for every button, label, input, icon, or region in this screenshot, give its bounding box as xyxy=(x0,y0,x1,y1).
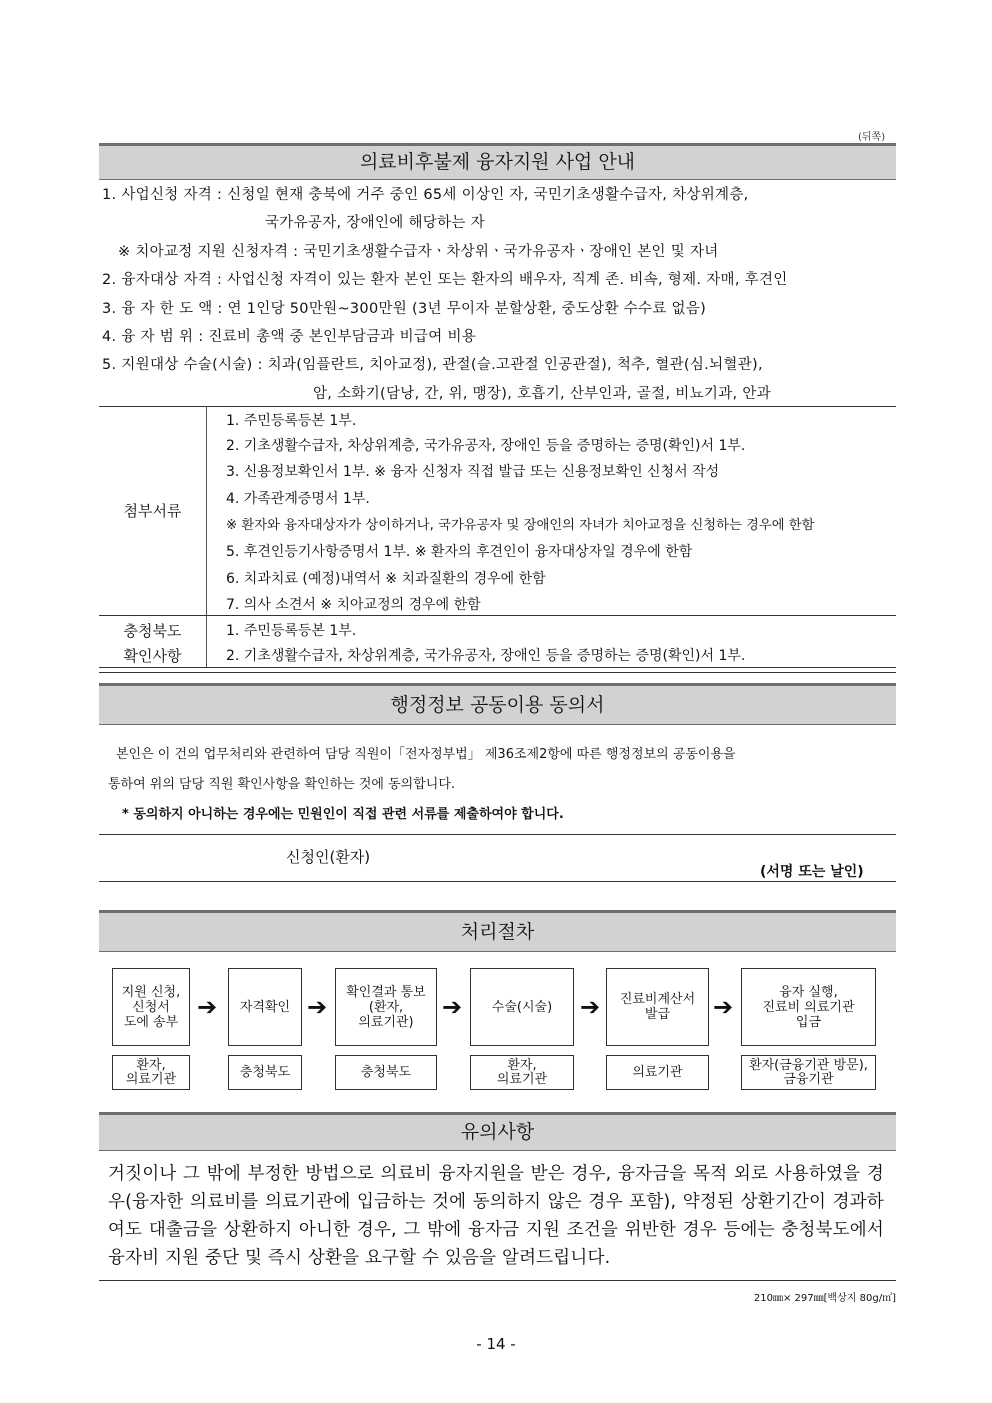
attachment-item: 5. 후견인등기사항증명서 1부. ※ 환자의 후견인이 융자대상자일 경우에 한함 xyxy=(226,544,693,560)
page-number: - 14 - xyxy=(476,1335,516,1353)
loan-scope-line: 4. 융 자 범 위 : 진료비 총액 중 본인부담금과 비급여 비용 xyxy=(102,329,477,345)
step-6-actor xyxy=(741,1055,876,1090)
table-column-divider xyxy=(206,406,207,668)
arrow-icon: ➔ xyxy=(307,993,328,1021)
orthodontic-note: ※ 치아교정 지원 신청자격 : 국민기초생활수급자ㆍ차상위ㆍ국가유공자ㆍ장애인 본인 및 자녀 xyxy=(118,244,719,260)
step-6-actor-text: 환자(금융기관 방문), xyxy=(749,1057,868,1073)
province-check-label-2: 확인사항 xyxy=(123,647,182,665)
attachment-item: 6. 치과치료 (예정)내역서 ※ 치과질환의 경우에 한함 xyxy=(226,571,546,587)
step-4-actor-text: 의료기관 xyxy=(496,1071,548,1087)
step-1-actor xyxy=(112,1055,190,1090)
applicant-label: 신청인(환자) xyxy=(286,848,371,866)
step-2-text: 자격확인 xyxy=(239,999,291,1015)
notes-text: 거짓이나 그 밖에 부정한 방법으로 의료비 융자지원을 받은 경우, 융자금을 목적 외로 사용하였을 경우(융자한 의료비를 의료기관에 입금하는 것에 동의하지 않은 경우 포함), 약정된 상환기간이 경과하여도 대출금을 상환하지 아니한 경우, 그 밖에 융자금 지원 조건을 위반한 경우 등에는 충청북도에서 융자비 지원 중단 및 즉시 상환을 요구할 수 있음을 알려드립니다. xyxy=(108,1164,884,1268)
step-4-actor xyxy=(470,1055,574,1090)
attachment-item: 1. 주민등록등본 1부. xyxy=(226,413,357,429)
surgery-line: 5. 지원대상 수술(시술) : 치과(임플란트, 치아교정), 관절(슬.고관절 인공관절), 척추, 혈관(심.뇌혈관), xyxy=(102,357,763,373)
step-3-text: (환자, xyxy=(368,999,404,1015)
consent-title: 행정정보 공동이용 동의서 xyxy=(99,683,896,725)
step-3-actor xyxy=(335,1055,437,1090)
attachment-item: 7. 의사 소견서 ※ 치아교정의 경우에 한함 xyxy=(226,597,481,613)
qualification-line: 1. 사업신청 자격 : 신청일 현재 충북에 거주 중인 65세 이상인 자, 국민기초생활수급자, 차상위계층, xyxy=(102,187,749,203)
step-5-text: 발급 xyxy=(644,1007,671,1022)
step-5-actor xyxy=(606,1055,709,1090)
step-5-box xyxy=(606,968,709,1046)
step-1-text: 지원 신청, xyxy=(121,984,181,1000)
step-3-box xyxy=(335,968,437,1046)
step-4-box xyxy=(470,968,574,1046)
qualification-line-cont: 국가유공자, 장애인에 해당하는 자 xyxy=(265,215,485,231)
notes-title: 유의사항 xyxy=(99,1112,896,1151)
signature-bottom-border xyxy=(99,881,896,882)
step-6-box xyxy=(741,968,876,1046)
step-1-actor-text: 의료기관 xyxy=(125,1071,177,1087)
attachment-note: ※ 환자와 융자대상자가 상이하거나, 국가유공자 및 장애인의 자녀가 치아교정을 신청하는 경우에 한함 xyxy=(226,518,815,533)
arrow-icon: ➔ xyxy=(713,993,734,1021)
footer-rule xyxy=(99,1280,896,1281)
table-row-divider xyxy=(99,615,896,616)
consent-note: * 동의하지 아니하는 경우에는 민원인이 직접 관련 서류를 제출하여야 합니다. xyxy=(122,807,564,822)
step-3-text: 의료기관) xyxy=(358,1014,414,1030)
step-1-actor-text: 환자, xyxy=(136,1057,166,1073)
attachments-label: 첨부서류 xyxy=(123,502,182,520)
step-6-actor-text: 금융기관 xyxy=(783,1071,834,1087)
procedure-title: 처리절차 xyxy=(99,910,896,952)
arrow-icon: ➔ xyxy=(197,993,218,1021)
step-1-text: 도에 송부 xyxy=(123,1014,179,1030)
step-6-text: 융자 실행, xyxy=(779,984,838,1000)
consent-text-line1: 본인은 이 건의 업무처리와 관련하여 담당 직원이「전자정부법」 제36조제2항에 따른 행정정보의 공동이용을 xyxy=(116,747,736,762)
table-top-border xyxy=(99,406,896,407)
paper-spec: 210㎜× 297㎜[백상지 80g/㎡] xyxy=(753,1293,896,1304)
arrow-icon: ➔ xyxy=(580,993,601,1021)
table-bottom-border xyxy=(99,667,896,668)
step-1-text: 신청서 xyxy=(132,999,170,1015)
step-2-box xyxy=(228,968,302,1046)
back-side-label: (뒤쪽) xyxy=(858,132,886,143)
step-1-box xyxy=(112,968,190,1046)
surgery-line-cont: 암, 소화기(담낭, 간, 위, 맹장), 호흡기, 산부인과, 골절, 비뇨기과, 안과 xyxy=(313,386,771,402)
loan-target-line: 2. 융자대상 자격 : 사업신청 자격이 있는 환자 본인 또는 환자의 배우자, 직계 존. 비속, 형제. 자매, 후견인 xyxy=(102,272,788,288)
step-3-text: 확인결과 통보 xyxy=(346,984,426,1000)
arrow-icon: ➔ xyxy=(442,993,463,1021)
attachment-item: 3. 신용정보확인서 1부. ※ 융자 신청자 직접 발급 또는 신용정보확인 신청서 작성 xyxy=(226,464,720,480)
attachment-item: 2. 기초생활수급자, 차상위계층, 국가유공자, 장애인 등을 증명하는 증명(확인)서 1부. xyxy=(226,438,746,454)
consent-text-line2: 통하여 위의 담당 직원 확인사항을 확인하는 것에 동의합니다. xyxy=(108,777,456,792)
step-2-actor xyxy=(228,1055,302,1090)
step-3-actor-text: 충청북도 xyxy=(360,1064,412,1080)
province-check-item: 2. 기초생활수급자, 차상위계층, 국가유공자, 장애인 등을 증명하는 증명(확인)서 1부. xyxy=(226,648,746,664)
province-check-label-1: 충청북도 xyxy=(123,622,182,640)
step-4-text: 수술(시술) xyxy=(491,999,553,1015)
step-6-text: 입금 xyxy=(795,1014,822,1030)
step-4-actor-text: 환자, xyxy=(507,1057,537,1073)
step-2-actor-text: 충청북도 xyxy=(239,1064,291,1080)
signature-top-border xyxy=(99,834,896,835)
step-6-text: 진료비 의료기관 xyxy=(762,999,855,1015)
attachment-item: 4. 가족관계증명서 1부. xyxy=(226,491,370,507)
table-double-border xyxy=(99,672,896,673)
signature-label: (서명 또는 날인) xyxy=(760,864,864,880)
step-5-actor-text: 의료기관 xyxy=(632,1064,683,1080)
step-5-text: 진료비계산서 xyxy=(619,992,696,1007)
loan-guide-title: 의료비후불제 융자지원 사업 안내 xyxy=(99,143,896,180)
loan-limit-line: 3. 융 자 한 도 액 : 연 1인당 50만원~300만원 (3년 무이자 분할상환, 중도상환 수수료 없음) xyxy=(102,301,707,317)
province-check-item: 1. 주민등록등본 1부. xyxy=(226,623,357,639)
